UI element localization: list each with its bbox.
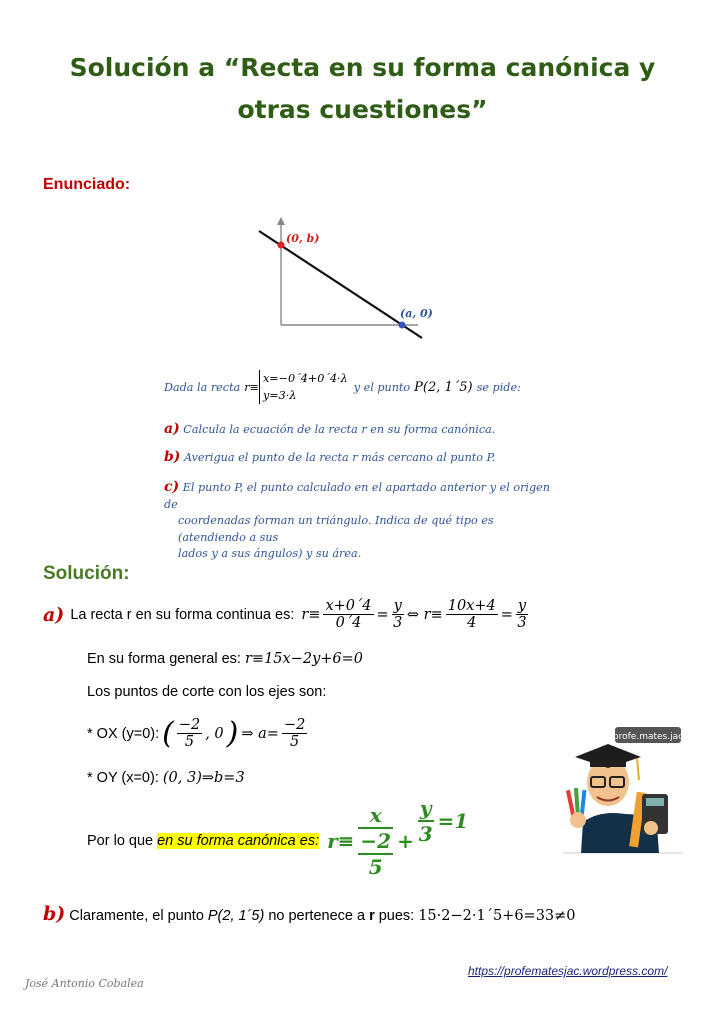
sol-b-letter: b): [43, 903, 66, 925]
sol-b-text1: Claramente, el punto: [69, 908, 204, 924]
question-c-line1: El punto P, el punto calculado en el apartado anterior y el origen de: [164, 481, 550, 511]
equals-1: =: [376, 606, 389, 623]
canon-eq-one: =1: [437, 809, 469, 833]
frac-3: $\frac{10x+4}{4}$: [447, 598, 496, 631]
question-b-letter: b): [164, 449, 181, 465]
avatar-cap-tassel: [637, 758, 639, 780]
blog-link[interactable]: https://profematesjac.wordpress.com/: [468, 964, 668, 978]
avatar-right-hand: [644, 821, 658, 835]
sol-a-continuous: [43, 598, 528, 631]
sol-b: [43, 903, 576, 925]
sol-a-r1: r≡: [301, 606, 321, 623]
canon-plus: +: [397, 829, 414, 853]
sol-a-general: [87, 651, 363, 667]
statement-intro: [164, 370, 521, 404]
question-a: [164, 421, 495, 437]
frac-4: $\frac{y}{3}$: [517, 598, 527, 631]
ox-text: * OX (y=0):: [87, 725, 160, 742]
general-eq: r≡15x−2y+6=0: [244, 651, 364, 667]
question-c-letter: c): [164, 479, 180, 495]
sol-b-point: P(2, 1´5): [207, 908, 265, 924]
system-y: y=3·λ: [262, 389, 297, 402]
statement-r: r≡: [244, 380, 259, 394]
frac-1: $\frac{x+0´4}{0´4}$: [325, 598, 372, 631]
line-diagram: [250, 212, 450, 347]
sol-a-ox: * OX (y=0): ( $\frac{-2}{5}$ , 0 ) ⇒ a= $\frac{-2}{5}$: [87, 715, 306, 751]
statement-point-text: y el punto: [353, 380, 411, 394]
teacher-avatar-image: [553, 722, 688, 857]
statement-system: [259, 370, 348, 404]
point-0-b: [278, 242, 285, 249]
avatar-left-hand: [570, 812, 586, 828]
frac-2: $\frac{y}{3}$: [393, 598, 403, 631]
sol-b-text2: no pertenece a: [268, 908, 366, 924]
general-text: En su forma general es:: [87, 651, 241, 667]
page-title-line2: otras cuestiones”: [237, 95, 488, 124]
sol-b-calc: 15·2−2·1´5+6=33≠0: [418, 908, 576, 924]
sol-a-text: La recta r en su forma continua es:: [70, 606, 295, 623]
oy-text: * OY (x=0):: [87, 770, 159, 786]
ox-a-frac: $\frac{-2}{5}$: [283, 717, 306, 750]
enunciado-heading: Enunciado:: [43, 176, 131, 193]
sol-b-r: r: [369, 908, 375, 924]
page-title-line1: Solución a “Recta en su forma canónica y: [69, 53, 656, 82]
oy-math: (0, 3)⇒b=3: [162, 770, 245, 786]
canon-r: r≡: [327, 829, 355, 853]
avatar-tag: profe.mates.jac: [612, 732, 684, 742]
cortes-text: Los puntos de corte con los ejes son:: [87, 684, 327, 700]
solucion-heading: Solución:: [43, 563, 130, 584]
question-c-line2: coordenadas forman un triángulo. Indica de qué tipo es (atendiendo a sus: [178, 514, 494, 544]
canon-frac-x: x −2 5: [360, 803, 392, 879]
point-a-0: [399, 322, 406, 329]
y-axis-arrow: [277, 217, 285, 225]
ox-frac: $\frac{-2}{5}$: [178, 717, 201, 750]
label-0-b: (0, b): [286, 232, 320, 245]
statement-intro-text: Dada la recta: [164, 380, 241, 394]
question-b-text: Averigua el punto de la recta r más cercano al punto P.: [183, 451, 496, 464]
canon-pre: Por lo que: [87, 833, 154, 849]
iff: ⇔ r≡: [406, 606, 443, 623]
equals-2: =: [500, 606, 513, 623]
canon-frac-y: $\frac{y}{3}$: [418, 796, 433, 846]
question-a-text: Calcula la ecuación de la recta r en su forma canónica.: [183, 423, 496, 436]
ox-impl: ⇒ a=: [241, 725, 279, 742]
statement-point: P(2, 1´5): [414, 379, 473, 395]
question-c-line3: lados y a sus ángulos) y su área.: [178, 547, 362, 560]
sol-a-oy: [87, 770, 245, 786]
question-b: [164, 449, 495, 465]
statement-se-pide: se pide:: [476, 380, 521, 394]
label-a-0: (a, 0): [400, 307, 433, 320]
sol-a-letter: a): [43, 603, 65, 626]
question-a-letter: a): [164, 421, 180, 437]
question-c: [164, 479, 564, 563]
canon-highlight: en su forma canónica es:: [157, 833, 320, 849]
ox-rest: , 0: [205, 725, 224, 742]
system-x: x=−0´4+0´4·λ: [262, 372, 348, 385]
author-signature: José Antonio Cobalea: [25, 977, 144, 990]
sol-a-canonical: [87, 796, 469, 879]
sol-b-text3: pues:: [378, 908, 415, 924]
